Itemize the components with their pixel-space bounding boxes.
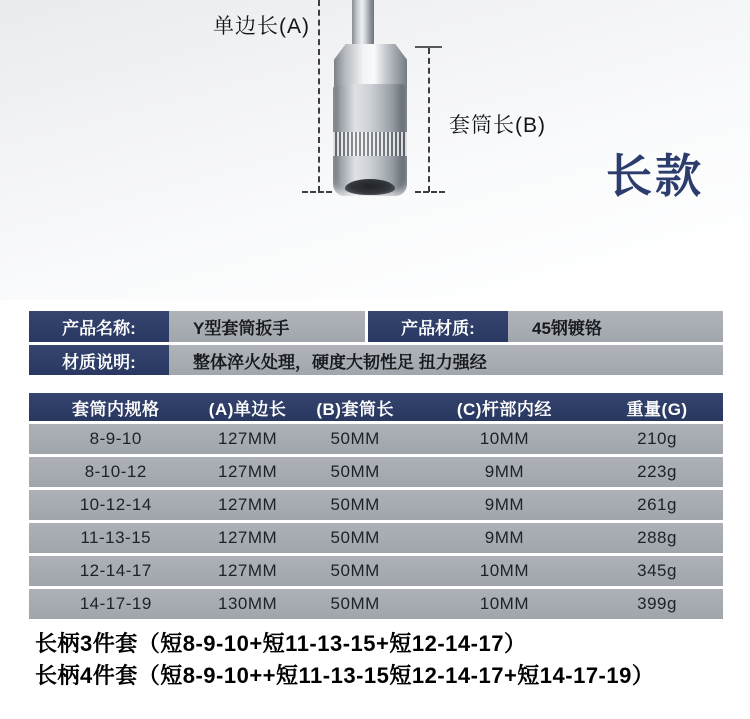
table-cell: 210g: [637, 429, 677, 448]
dimension-line-a: [318, 0, 320, 192]
table-cell: 50MM: [330, 495, 380, 514]
table-cell: 50MM: [330, 429, 380, 448]
table-cell: 50MM: [330, 462, 380, 481]
dimension-tick: [415, 191, 445, 193]
table-row: [29, 523, 723, 553]
product-material-value: 45钢镀铬: [508, 311, 723, 342]
table-cell: 127MM: [218, 528, 278, 547]
table-row: [29, 556, 723, 586]
table-cell: 10MM: [479, 429, 529, 448]
table-cell: 127MM: [218, 462, 278, 481]
header-cell: (C)杆部内经: [456, 399, 552, 419]
table-row: [29, 457, 723, 487]
dimension-tick: [302, 191, 332, 193]
material-note-value: 整体淬火处理，硬度大韧性足 扭力强经: [169, 345, 723, 375]
set-description-line2: 长柄4件套（短8-9-10++短11-13-15短12-14-17+短14-17-19）: [35, 663, 655, 688]
dimension-label-a: 单边长(A): [213, 15, 310, 38]
table-cell: 9MM: [484, 462, 525, 481]
table-cell: 12-14-17: [79, 561, 152, 580]
table-cell: 288g: [637, 528, 677, 547]
table-cell: 127MM: [218, 561, 278, 580]
table-cell: 50MM: [330, 528, 380, 547]
table-cell: 50MM: [330, 594, 380, 613]
table-cell: 9MM: [484, 495, 525, 514]
dimension-label-b: 套筒长(B): [449, 114, 546, 137]
table-cell: 345g: [637, 561, 677, 580]
table-cell: 50MM: [330, 561, 380, 580]
material-note-bar: [29, 345, 723, 375]
header-cell: (A)单边长: [208, 399, 287, 419]
set-descriptions: [35, 628, 654, 692]
product-name-label: 产品名称:: [29, 311, 169, 342]
table-cell: 130MM: [218, 594, 278, 613]
table-cell: 10-12-14: [79, 495, 152, 514]
product-photo-section: [0, 0, 750, 300]
dimension-tick: [415, 46, 442, 48]
knurl-band: [333, 132, 407, 156]
product-material-label: 产品材质:: [368, 311, 508, 342]
table-cell: 10MM: [479, 561, 529, 580]
table-cell: 127MM: [218, 495, 278, 514]
wrench-shaft: [352, 0, 374, 50]
wrench-socket-body: [333, 84, 407, 196]
table-row: [29, 589, 723, 619]
product-name-value: Y型套筒扳手: [169, 311, 365, 342]
table-header-row: [29, 393, 723, 421]
table-row: [29, 490, 723, 520]
table-cell: 14-17-19: [79, 594, 152, 613]
variant-label: 长款: [606, 150, 704, 202]
table-cell: 399g: [637, 594, 677, 613]
table-cell: 11-13-15: [80, 528, 152, 547]
product-info-bar: [29, 311, 723, 342]
header-cell: (B)套筒长: [316, 399, 394, 419]
set-description-line1: 长柄3件套（短8-9-10+短11-13-15+短12-14-17）: [35, 631, 527, 656]
table-cell: 9MM: [484, 528, 525, 547]
table-cell: 8-9-10: [89, 429, 142, 448]
dimension-line-b: [428, 48, 430, 192]
table-cell: 8-10-12: [84, 462, 147, 481]
table-cell: 261g: [637, 495, 677, 514]
table-cell: 10MM: [479, 594, 529, 613]
spec-table: [29, 393, 723, 619]
header-cell: 重量(G): [626, 399, 688, 419]
table-cell: 127MM: [218, 429, 278, 448]
header-cell: 套筒内规格: [72, 399, 160, 419]
table-cell: 223g: [637, 462, 677, 481]
table-row: [29, 424, 723, 454]
material-note-label: 材质说明:: [29, 345, 169, 375]
socket-opening: [345, 179, 395, 195]
